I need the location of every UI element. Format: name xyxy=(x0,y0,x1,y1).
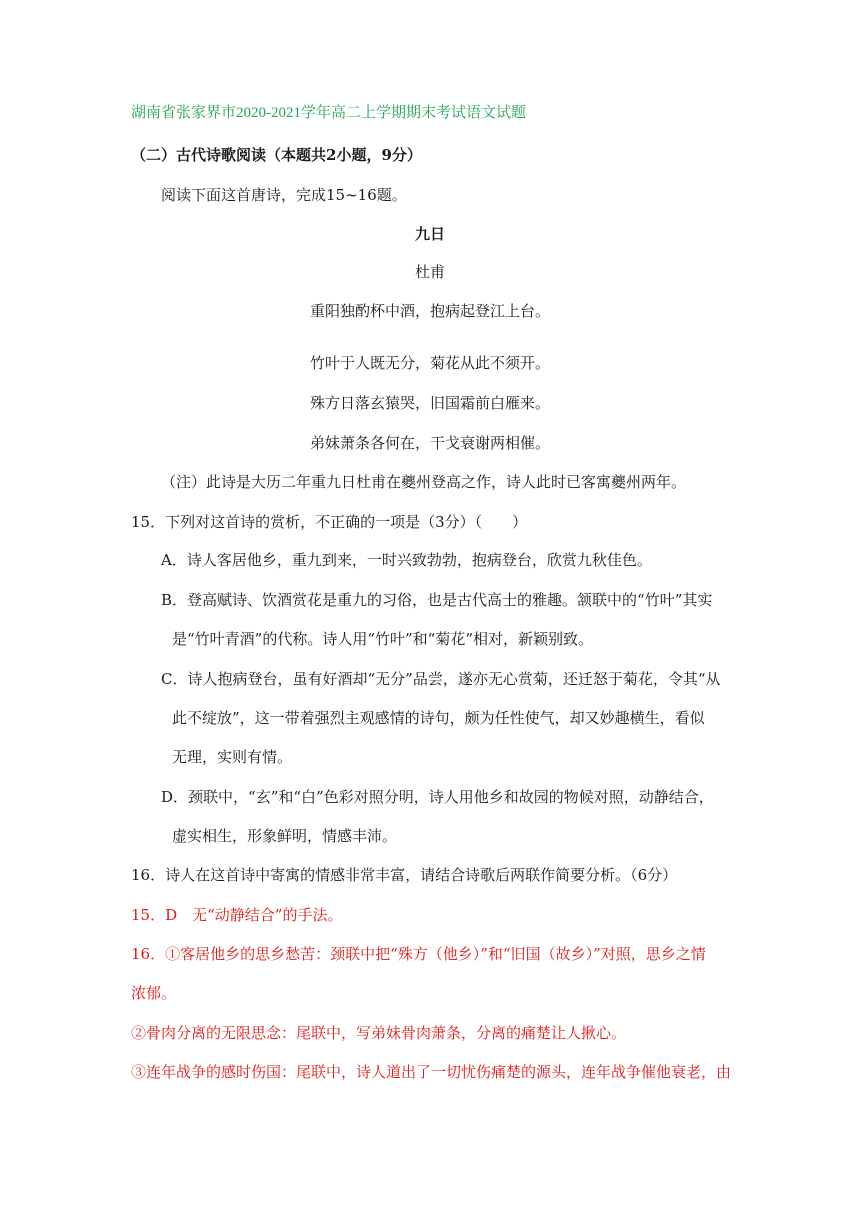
answer-16-point-2: ②骨肉分离的无限思念：尾联中，写弟妹骨肉萧条，分离的痛楚让人揪心。 xyxy=(131,1024,627,1042)
question-15-option-d: D．颈联中，“玄”和“白”色彩对照分明，诗人用他乡和故园的物候对照，动静结合， xyxy=(161,788,714,806)
poem-line-2: 竹叶于人既无分，菊花从此不须开。 xyxy=(309,354,550,372)
poem-title: 九日 xyxy=(414,225,445,243)
question-16-stem: 16．诗人在这首诗中寄寓的情感非常丰富，请结合诗歌后两联作简要分析。（6分） xyxy=(131,866,678,884)
question-15-stem: 15．下列对这首诗的赏析，不正确的一项是（3分）（ ） xyxy=(131,513,528,531)
poem-author: 杜甫 xyxy=(414,263,445,281)
question-15-option-d-cont: 虚实相生，形象鲜明，情感丰沛。 xyxy=(172,827,398,845)
poem-line-4: 弟妹萧条各何在，干戈衰谢两相催。 xyxy=(309,434,550,452)
question-15-option-a: A．诗人客居他乡，重九到来，一时兴致勃勃，抱病登台，欣赏九秋佳色。 xyxy=(161,551,652,569)
document-title: 湖南省张家界市2020-2021学年高二上学期期末考试语文试题 xyxy=(131,105,526,121)
answer-15: 15．D 无“动静结合”的手法。 xyxy=(131,906,343,924)
section-instruction: 阅读下面这首唐诗，完成15~16题。 xyxy=(161,186,407,204)
question-15-option-b-cont: 是“竹叶青酒”的代称。诗人用“竹叶”和“菊花”相对，新颖别致。 xyxy=(172,630,594,648)
poem-line-1: 重阳独酌杯中酒，抱病起登江上台。 xyxy=(309,302,550,320)
question-15-option-c-cont-2: 无理，实则有情。 xyxy=(172,748,293,766)
question-15-option-c-cont: 此不绽放”，这一带着强烈主观感情的诗句，颇为任性使气，却又妙趣横生，看似 xyxy=(172,709,705,727)
section-heading: （二）古代诗歌阅读（本题共2小题，9分） xyxy=(131,146,422,164)
poem-line-3: 殊方日落玄猿哭，旧国霜前白雁来。 xyxy=(309,394,550,412)
answer-16-point-1-cont: 浓郁。 xyxy=(131,984,177,1002)
poem-note: （注）此诗是大历二年重九日杜甫在夔州登高之作，诗人此时已客寓夔州两年。 xyxy=(161,473,687,491)
question-15-option-b: B．登高赋诗、饮酒赏花是重九的习俗，也是古代高士的雅趣。颔联中的“竹叶”其实 xyxy=(161,591,713,609)
answer-16-point-1: 16．①客居他乡的思乡愁苦：颈联中把“殊方（他乡）”和“旧国（故乡）”对照，思乡之情 xyxy=(131,945,706,963)
answer-16-point-3: ③连年战争的感时伤国：尾联中，诗人道出了一切忧伤痛楚的源头，连年战争催他衰老，由 xyxy=(131,1063,732,1081)
question-15-option-c: C．诗人抱病登台，虽有好酒却“无分”品尝，遂亦无心赏菊，还迁怒于菊花，令其“从 xyxy=(161,670,721,688)
